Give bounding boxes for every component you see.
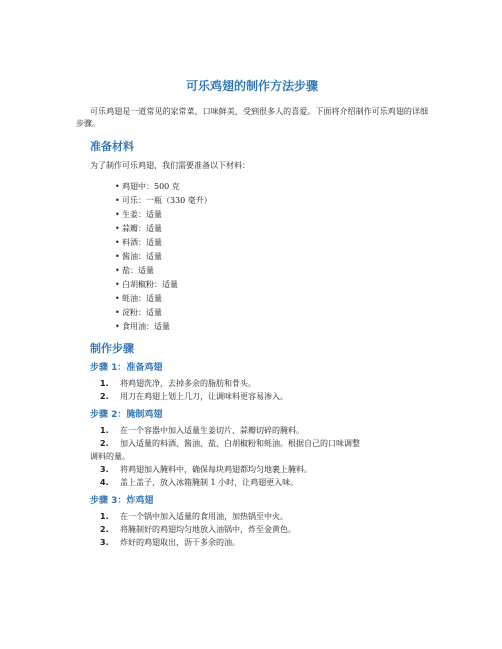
material-label: 酱油：适量	[122, 252, 162, 261]
step-number: 3.	[100, 465, 109, 474]
list-item	[76, 424, 428, 437]
material-label: 白胡椒粉：适量	[122, 280, 178, 289]
step2-heading: 步骤 2：腌制鸡翅	[90, 410, 163, 420]
material-label: 生姜：适量	[122, 210, 162, 219]
step-number: 2.	[100, 525, 109, 534]
step-text: 加入适量的料酒、酱油、盐、白胡椒粉和蚝油。根据自己的口味调整	[120, 439, 360, 448]
bullet-icon: •	[115, 224, 120, 233]
step-text: 在一个容器中加入适量生姜切片、蒜瓣切碎的腌料。	[120, 426, 304, 435]
material-label: 蒜瓣：适量	[122, 224, 162, 233]
bullet-icon: •	[115, 210, 120, 219]
bullet-icon: •	[115, 322, 120, 331]
bullet-icon: •	[115, 238, 120, 247]
list-item	[76, 236, 428, 250]
material-label: 蚝油：适量	[122, 294, 162, 303]
step-text: 将鸡翅洗净，去掉多余的脂肪和骨头。	[120, 379, 256, 388]
step1-heading: 步骤 1：准备鸡翅	[90, 363, 163, 373]
list-item	[76, 377, 428, 390]
step-number: 1.	[100, 379, 109, 388]
step-number: 1.	[100, 426, 109, 435]
list-item	[76, 194, 428, 208]
list-item	[76, 250, 428, 264]
list-item	[76, 523, 428, 536]
materials-lead: 为了制作可乐鸡翅，我们需要准备以下材料：	[90, 161, 250, 170]
step-text: 炸好的鸡翅取出，沥干多余的油。	[120, 538, 240, 547]
step-text: 盖上盖子，放入冰箱腌制 1 小时，让鸡翅更入味。	[120, 478, 299, 487]
material-label: 料酒：适量	[122, 238, 162, 247]
document-title: 可乐鸡翅的制作方法步骤	[185, 79, 318, 93]
bullet-icon: •	[115, 266, 120, 275]
step3-list	[76, 510, 428, 549]
step3-heading: 步骤 3：炸鸡翅	[90, 496, 154, 506]
list-item	[76, 390, 428, 403]
step-number: 2.	[100, 439, 109, 448]
step-text: 用刀在鸡翅上划上几刀，让调味料更容易渗入。	[120, 392, 288, 401]
list-item	[76, 510, 428, 523]
material-label: 盐：适量	[122, 266, 154, 275]
step-number: 1.	[100, 512, 109, 521]
intro-paragraph: 可乐鸡翅是一道常见的家常菜，口味鲜美，受到很多人的喜爱。下面将介绍制作可乐鸡翅的详细步骤。	[76, 107, 428, 128]
bullet-icon: •	[115, 252, 120, 261]
bullet-icon: •	[115, 280, 120, 289]
materials-list	[76, 180, 428, 334]
list-item	[76, 292, 428, 306]
step-text: 将鸡翅加入腌料中，确保每块鸡翅都均匀地裹上腌料。	[120, 465, 312, 474]
step-text: 将腌制好的鸡翅均匀地放入油锅中，炸至金黄色。	[120, 525, 296, 534]
list-item	[76, 476, 428, 489]
materials-heading: 准备材料	[90, 140, 134, 153]
material-label: 鸡翅中：500 克	[122, 182, 180, 191]
material-label: 食用油：适量	[122, 322, 170, 331]
list-item	[76, 536, 428, 549]
list-item	[76, 320, 428, 334]
step-text: 在一个锅中加入适量的食用油，加热锅至中火。	[120, 512, 288, 521]
list-item	[76, 180, 428, 194]
bullet-icon: •	[115, 196, 120, 205]
list-item	[76, 278, 428, 292]
step2-list	[76, 424, 428, 489]
step-number: 4.	[100, 478, 109, 487]
steps-heading: 制作步骤	[90, 342, 134, 355]
material-label: 淀粉：适量	[122, 308, 162, 317]
list-item	[76, 264, 428, 278]
material-label: 可乐：一瓶（330 毫升）	[122, 196, 212, 205]
bullet-icon: •	[115, 308, 120, 317]
list-item	[76, 437, 428, 463]
list-item	[76, 222, 428, 236]
step-number: 3.	[100, 538, 109, 547]
list-item	[76, 306, 428, 320]
step1-list	[76, 377, 428, 403]
bullet-icon: •	[115, 182, 120, 191]
step-number: 2.	[100, 392, 109, 401]
step-text-continued: 调料的量。	[90, 452, 130, 461]
list-item	[76, 463, 428, 476]
bullet-icon: •	[115, 294, 120, 303]
list-item	[76, 208, 428, 222]
